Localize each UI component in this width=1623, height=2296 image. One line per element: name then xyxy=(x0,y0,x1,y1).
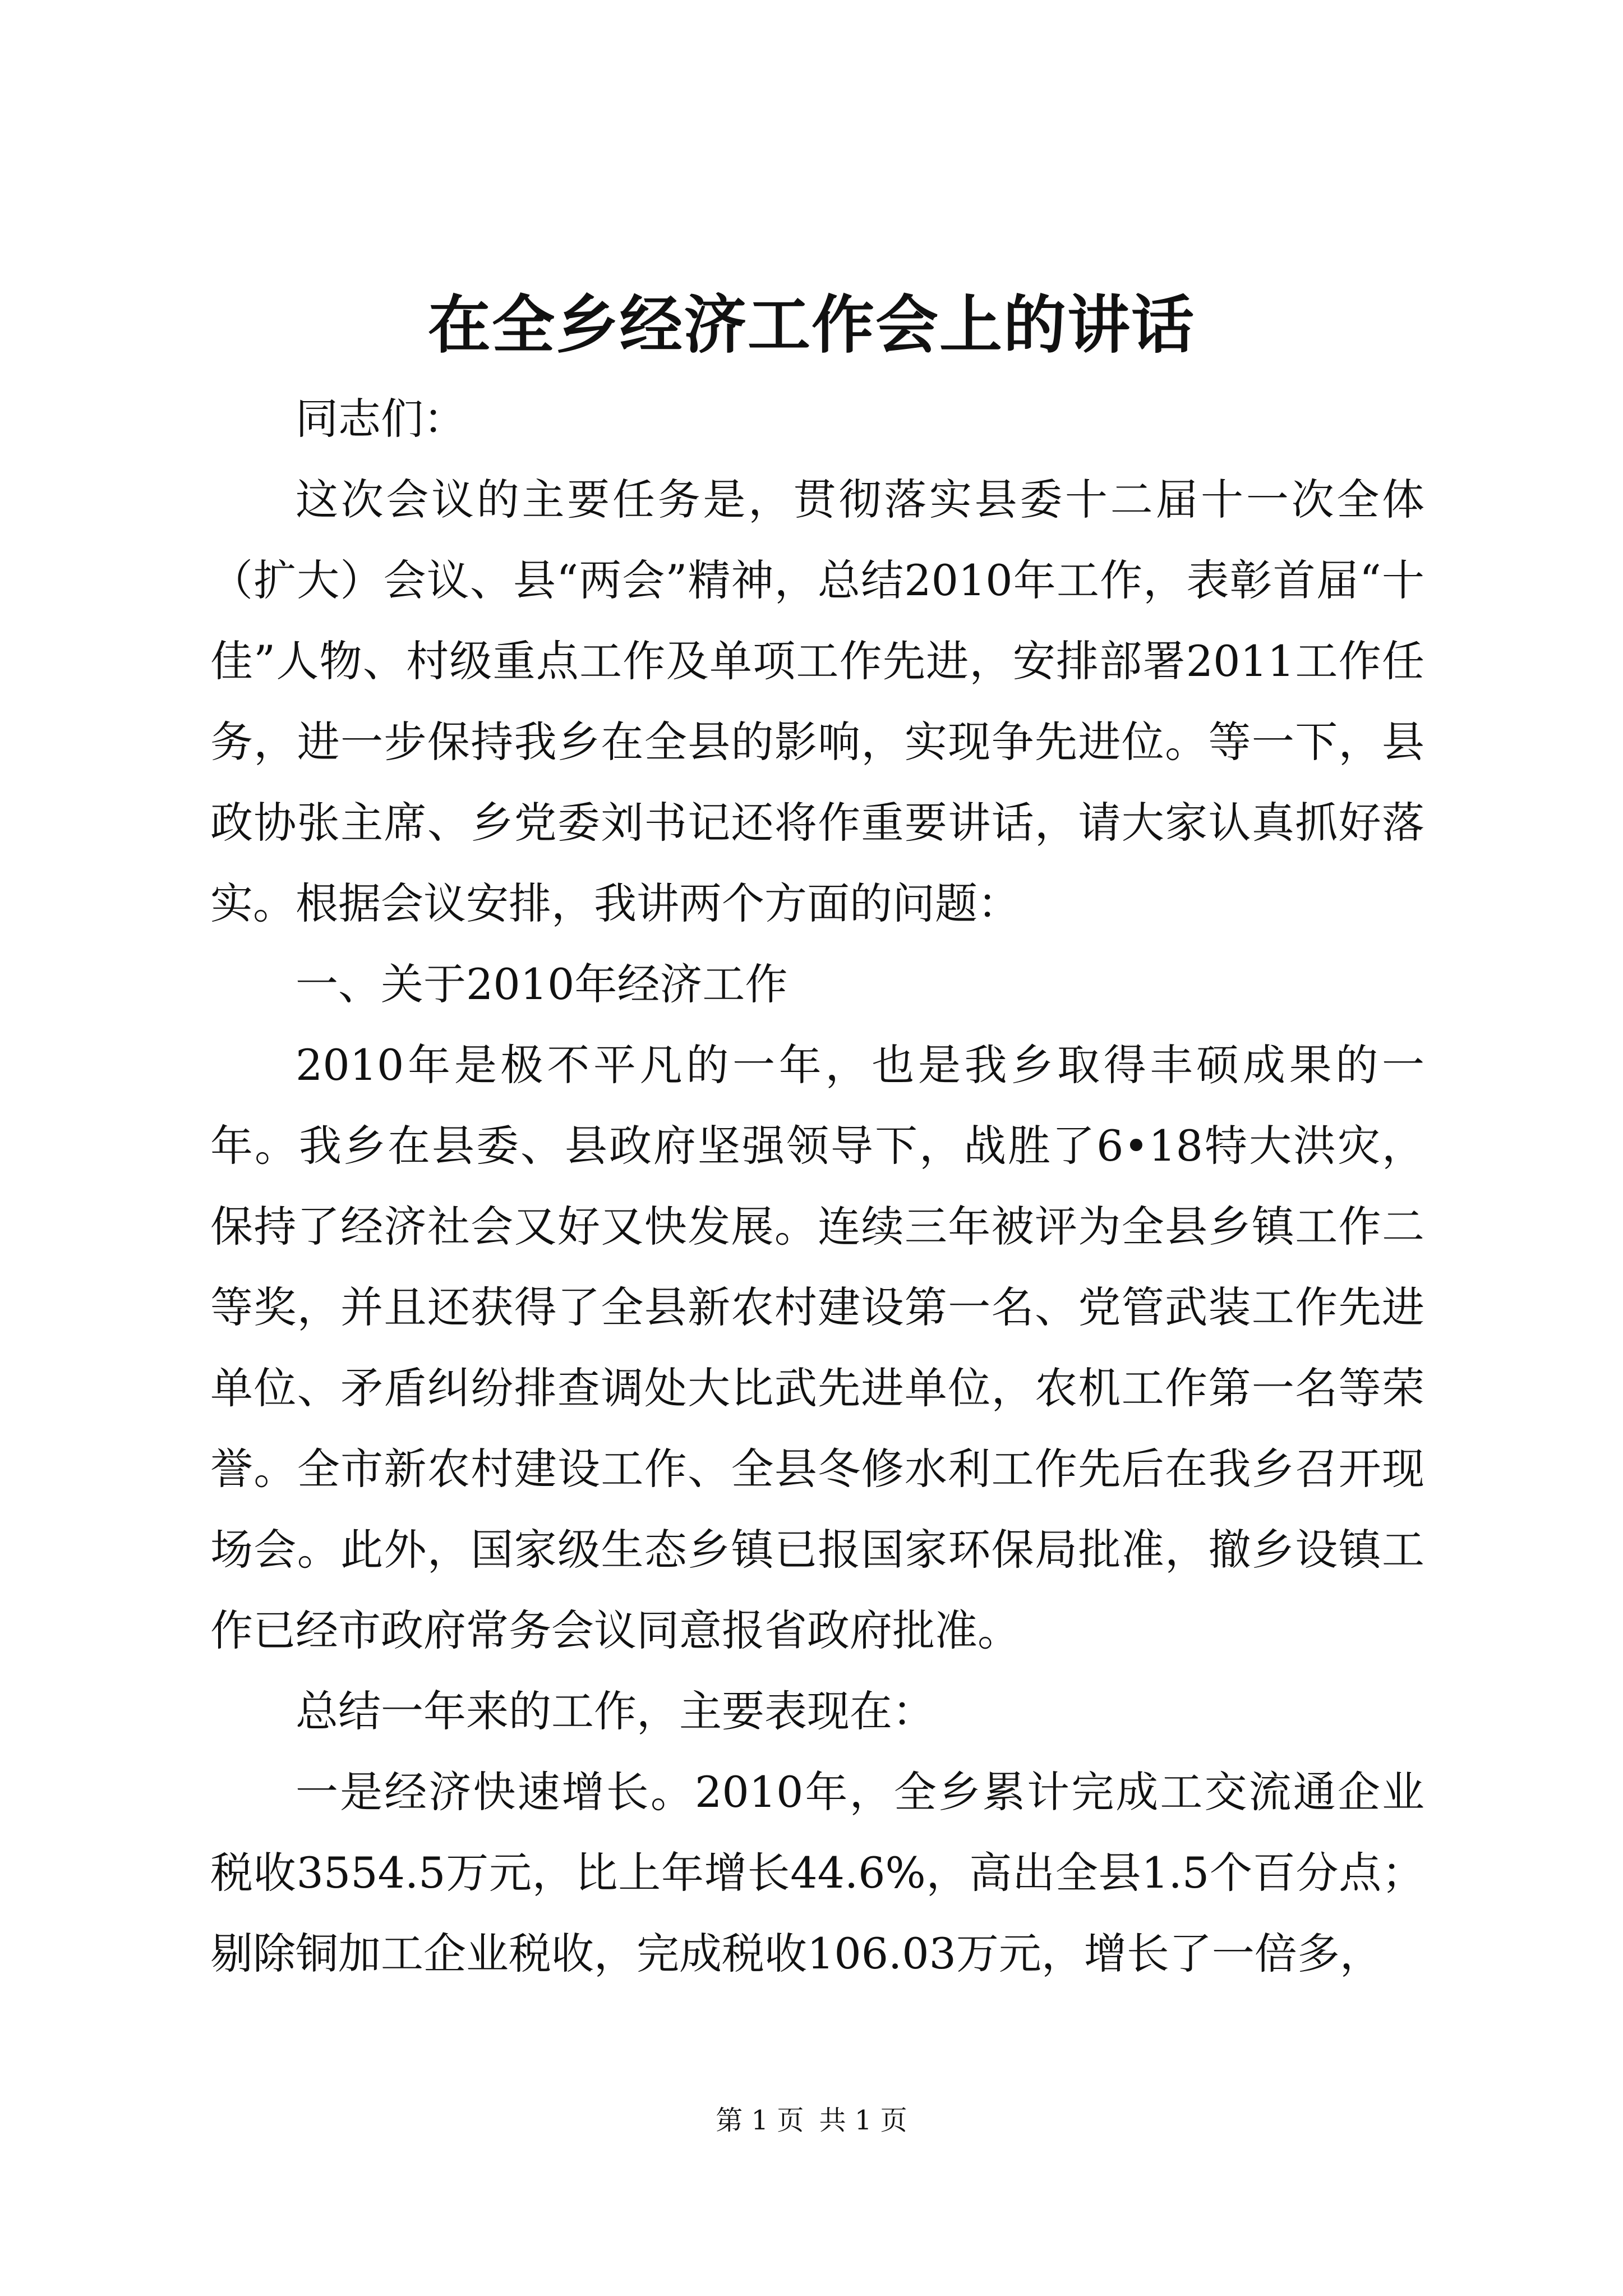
economic-growth-paragraph: 一是经济快速增长。2010年，全乡累计完成工交流通企业税收3554.5万元，比上年增长44.6%，高出全县1.5个百分点；剔除铜加工企业税收，完成税收106.03万元，增长了一倍多， xyxy=(210,1767,1424,1978)
document-title: 在全乡经济工作会上的讲话 xyxy=(428,288,1195,362)
document-body xyxy=(210,379,1424,1994)
page-number: 第 1 页 xyxy=(716,2105,804,2136)
salutation-paragraph: 同志们： xyxy=(296,394,466,444)
summary-lead-paragraph: 总结一年来的工作，主要表现在： xyxy=(296,1686,935,1736)
section-heading-2010-economy: 一、关于2010年经济工作 xyxy=(296,959,788,1009)
intro-paragraph: 这次会议的主要任务是，贯彻落实县委十二届十一次全体（扩大）会议、县“两会”精神，总结2010年工作，表彰首届“十佳”人物、村级重点工作及单项工作先进，安排部署2011工作任务，进一步保持我乡在全县的影响，实现争先进位。等一下，县政协张主席、乡党委刘书记还将作重要讲话，请大家认真抓好落实。根据会议安排，我讲两个方面的问题： xyxy=(210,475,1424,928)
page-footer xyxy=(0,2102,1623,2138)
page-total: 共 1 页 xyxy=(819,2105,907,2136)
achievements-paragraph: 2010年是极不平凡的一年，也是我乡取得丰硕成果的一年。我乡在县委、县政府坚强领导下，战胜了6•18特大洪灾，保持了经济社会又好又快发展。连续三年被评为全县乡镇工作二等奖，并且还获得了全县新农村建设第一名、党管武装工作先进单位、矛盾纠纷排查调处大比武先进单位，农机工作第一名等荣誉。全市新农村建设工作、全县冬修水利工作先后在我乡召开现场会。此外，国家级生态乡镇已报国家环保局批准，撤乡设镇工作已经市政府常务会议同意报省政府批准。 xyxy=(210,1040,1424,1655)
